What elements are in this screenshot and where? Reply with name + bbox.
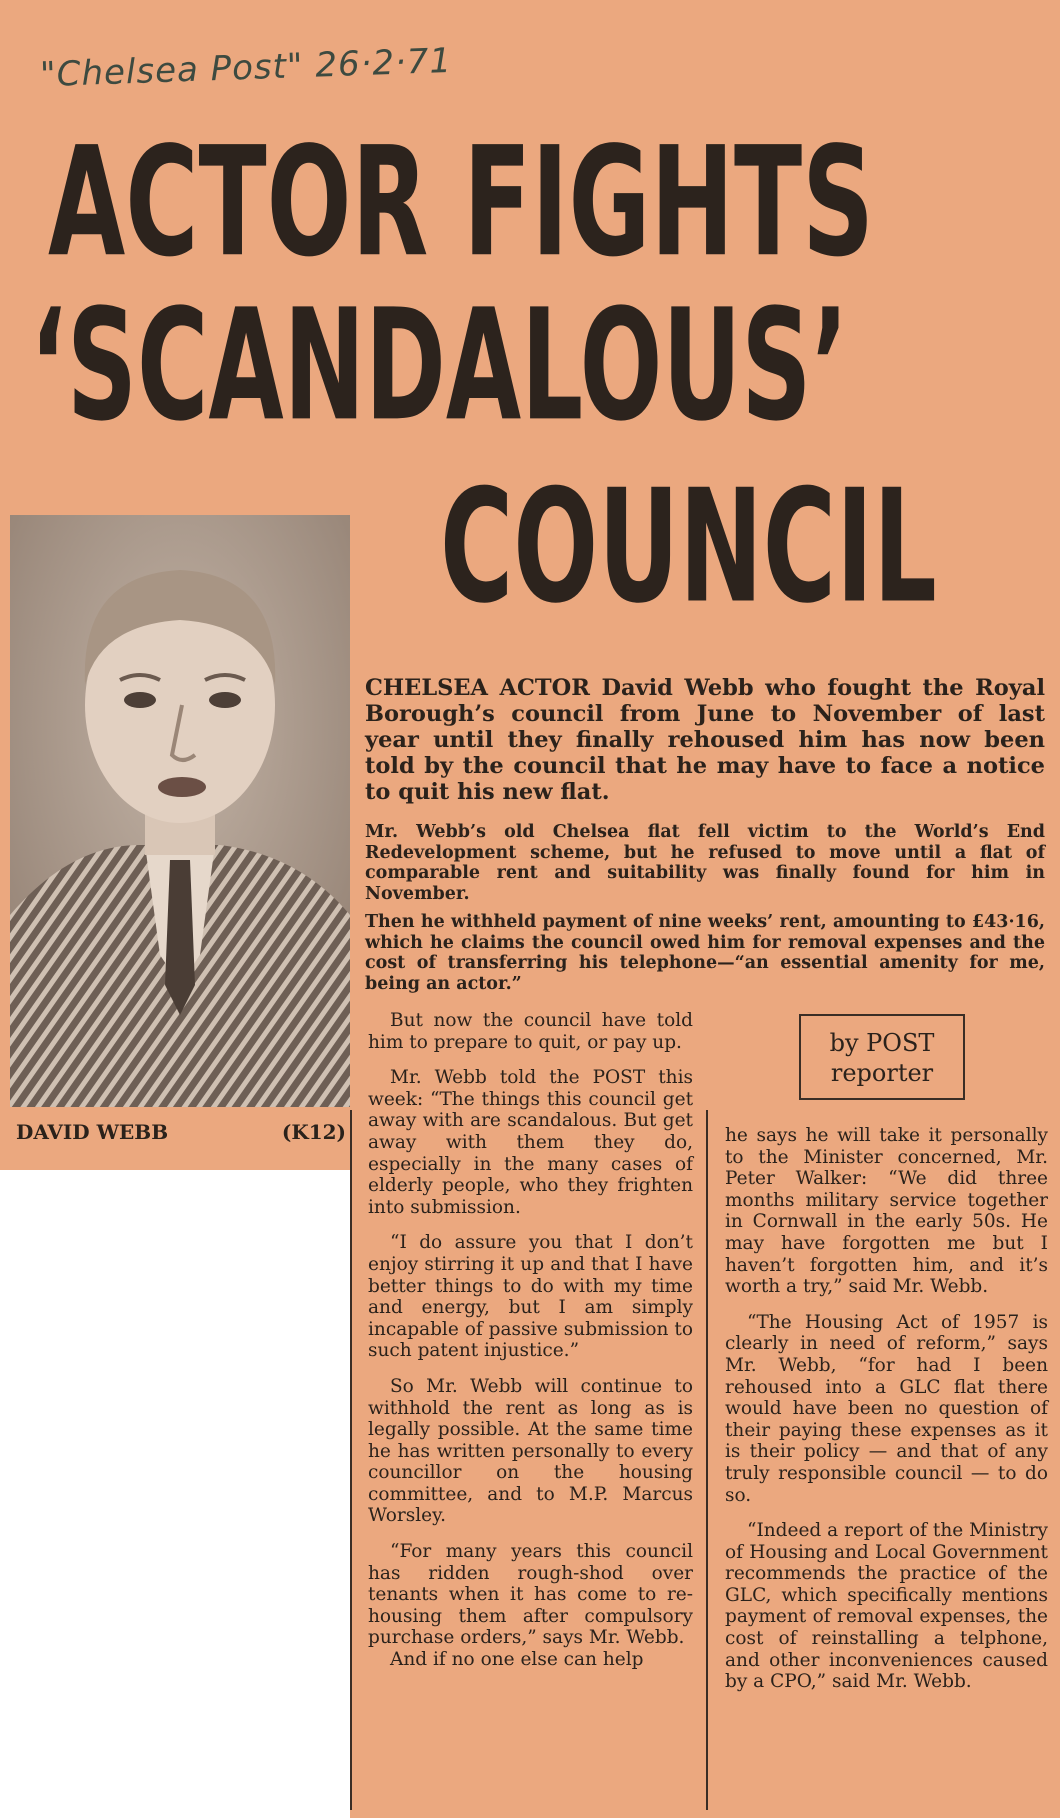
column-paragraph: But now the council have told him to prepare to quit, or pay up. <box>368 1010 693 1053</box>
lead-paragraph: CHELSEA ACTOR David Webb who fought the Royal Borough’s council from June to November of last year until they finally rehoused him has now been told by the council that he may have to face a notice to quit his new flat. <box>365 675 1045 805</box>
portrait-illustration <box>10 515 350 1107</box>
second-paragraph: Mr. Webb’s old Chelsea flat fell victim to the World’s End Redevelopment scheme, but he refused to move until a flat of comparable rent and suitability was finally found for him in November. <box>365 822 1045 904</box>
column-rule-middle <box>706 1110 708 1810</box>
byline-line-2: reporter <box>830 1059 934 1087</box>
column-paragraph: And if no one else can help <box>390 1649 644 1671</box>
column-paragraph: “The Housing Act of 1957 is clearly in need of reform,” says Mr. Webb, “for had I been rehoused into a GLC flat there would have been no question of their paying these expenses as it is their policy — and that of any truly responsible council — to do so. <box>725 1311 1048 1506</box>
column-rule-left <box>350 1110 352 1810</box>
article-column-left <box>368 1010 693 1671</box>
headline-line-2: ‘SCANDALOUS’ <box>30 276 849 456</box>
column-paragraph: So Mr. Webb will continue to withhold the rent as long as is legally possible. At the same time he has written personally to every councillor on the housing committee, and to M.P. Marcus Worsley. <box>368 1375 693 1527</box>
byline-box <box>799 1014 965 1100</box>
handwritten-annotation: "Chelsea Post" 26·2·71 <box>39 40 453 96</box>
column-paragraph: “Indeed a report of the Ministry of Housing and Local Government recommends the practice of the GLC, which specifically mentions payment of removal expenses, the cost of reinstalling a telphone, and other inconveniences caused by a CPO,” said Mr. Webb. <box>725 1520 1048 1693</box>
photo-caption <box>16 1120 346 1144</box>
headline-line-3: COUNCIL <box>440 456 937 639</box>
caption-name: DAVID WEBB <box>16 1120 169 1144</box>
torn-corner <box>0 1170 350 1818</box>
column-paragraph: “I do assure you that I don’t enjoy stirring it up and that I have better things to do with my time and energy, but I am simply incapable of passive submission to such patent injustice.” <box>368 1232 693 1362</box>
column-paragraph: he says he will take it personally to the Minister concerned, Mr. Peter Walker: “We did three months military service together in Cornwall in the early 50s. He may have forgotten me but I haven’t forgotten him, and it’s worth a try,” said Mr. Webb. <box>725 1125 1048 1298</box>
byline-line-1: by POST <box>829 1029 935 1057</box>
headline-line-1: ACTOR FIGHTS <box>48 115 875 291</box>
caption-ref: (K12) <box>281 1120 346 1144</box>
column-paragraph: “For many years this council has ridden rough-shod over tenants when it has come to re-housing them after compulsory purchase orders,” says Mr. Webb. <box>368 1541 693 1649</box>
article-column-right <box>725 1125 1048 1707</box>
column-paragraph: Mr. Webb told the POST this week: “The things this council get away with are scandalous. But get away with them they do, especially in the many cases of elderly people, who they frighten into submission. <box>368 1067 693 1218</box>
portrait-photo <box>10 515 350 1107</box>
third-paragraph: Then he withheld payment of nine weeks’ rent, amounting to £43·16, which he claims the council owed him for removal expenses and the cost of transferring his telephone—“an essential amenity for me, being an actor.” <box>365 912 1045 994</box>
